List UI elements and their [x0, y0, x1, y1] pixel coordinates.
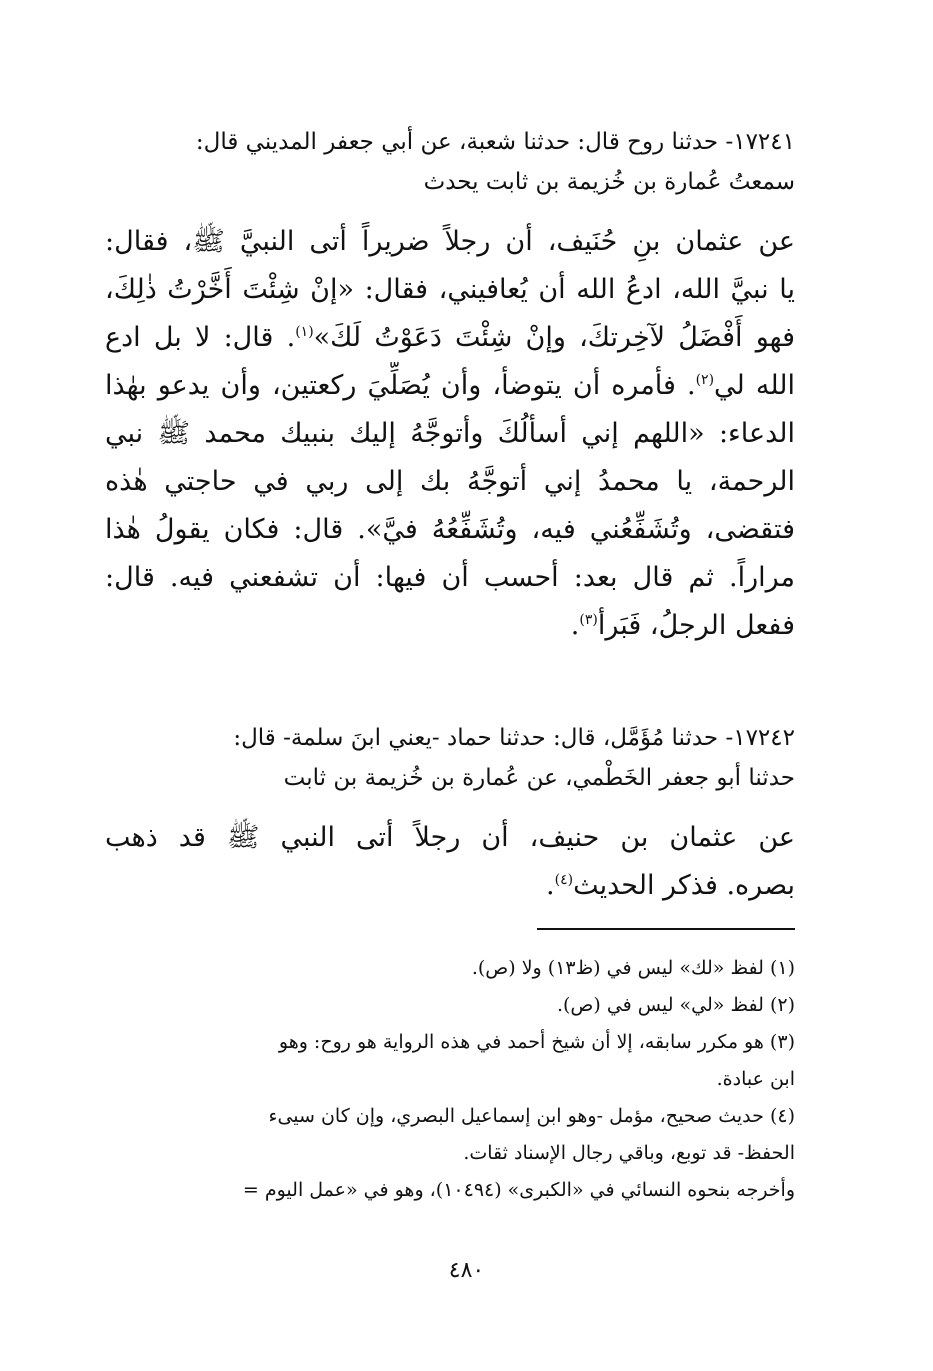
footnote-4 — [105, 1098, 795, 1172]
matn-line: فتقضى، وتُشَفِّعُني فيه، وتُشَفِّعُهُ فيَّ». قال: فكان يقولُ هٰذا — [105, 514, 795, 545]
hadith-17242-isnad — [105, 718, 795, 798]
footnote-line: (١) لفظ «لك» ليس في (ظ١٣) ولا (ص). — [471, 957, 795, 979]
footnote-mark: (٣) — [579, 612, 598, 628]
footnote-line: (٤) حديث صحيح، مؤمل -وهو ابن إسماعيل البصري، وإن كان سيىء — [268, 1105, 795, 1127]
matn-line — [105, 314, 795, 362]
footnote-line: (٣) هو مكرر سابقه، إلا أن شيخ أحمد في هذه الرواية هو روح: وهو — [278, 1031, 795, 1053]
matn-line — [105, 862, 795, 910]
matn-line: مراراً. ثم قال بعد: أحسب أن فيها: أن تشفعني فيه. قال: — [105, 562, 795, 593]
matn-line: عن عثمان بن حنيف، أن رجلاً أتى النبي ﷺ قد ذهب — [105, 822, 795, 853]
footnote-mark: (٤) — [554, 872, 574, 888]
isnad-line: ١٧٢٤١- حدثنا روح قال: حدثنا شعبة، عن أبي جعفر المديني قال: — [195, 129, 795, 155]
matn-line: يا نبيَّ الله، ادعُ الله أن يُعافيني، فقال: «إنْ شِئْتَ أَخَّرْتُ ذٰلِكَ، — [105, 274, 795, 305]
matn-line — [105, 602, 795, 650]
footnote-line: وأخرجه بنحوه النسائي في «الكبرى» (١٠٤٩٤)، وهو في «عمل اليوم = — [242, 1179, 795, 1201]
footnote-line: ابن عبادة. — [716, 1068, 795, 1090]
footnote-line: (٢) لفظ «لي» ليس في (ص). — [556, 994, 795, 1016]
matn-text: . — [546, 870, 555, 901]
footnote-line: الحفظ- قد توبع، وباقي رجال الإسناد ثقات. — [463, 1142, 795, 1164]
matn-line: الرحمة، يا محمدُ إني أتوجَّهُ بك إلى ربي في حاجتي هٰذه — [105, 466, 795, 497]
footnote-2 — [105, 987, 795, 1024]
footnote-mark: (٢) — [695, 372, 715, 388]
footnote-separator — [537, 928, 795, 930]
isnad-line: حدثنا أبو جعفر الخَطْمي، عن عُمارة بن خُزيمة بن ثابت — [283, 765, 795, 791]
matn-text: . قال: لا بل ادع — [105, 322, 296, 353]
matn-text: ففعل الرجلُ، فَبَرأ — [597, 610, 795, 641]
isnad-line: سمعتُ عُمارة بن خُزيمة بن ثابت يحدث — [423, 169, 795, 195]
footnote-1 — [105, 950, 795, 987]
matn-line: الدعاء: «اللهم إني أسألُكَ وأتوجَّهُ إليك بنبيك محمد ﷺ نبي — [105, 418, 795, 449]
matn-text: . فأمره أن يتوضأ، وأن يُصَلِّيَ ركعتين، وأن يدعو بهٰذا — [105, 370, 696, 401]
matn-line — [105, 362, 795, 410]
hadith-17242-matn — [105, 814, 795, 910]
footnotes — [105, 950, 795, 1209]
hadith-17241-isnad — [105, 122, 795, 202]
page-number: ٤٨٠ — [448, 1258, 485, 1283]
isnad-line: ١٧٢٤٢- حدثنا مُؤَمَّل، قال: حدثنا حماد -يعني ابنَ سلمة- قال: — [233, 725, 795, 751]
matn-text: . — [570, 610, 580, 641]
footnote-4-continued — [105, 1172, 795, 1209]
matn-text: بصره. فذكر الحديث — [573, 870, 795, 901]
matn-line: عن عثمان بنِ حُنَيف، أن رجلاً ضريراً أتى النبيَّ ﷺ، فقال: — [105, 226, 795, 257]
footnote-3 — [105, 1024, 795, 1098]
hadith-17241-matn — [105, 218, 795, 650]
matn-text: الله لي — [714, 370, 795, 401]
footnote-mark: (١) — [295, 324, 314, 340]
matn-text: فهو أَفْضَلُ لآخِرتكَ، وإنْ شِئْتَ دَعَوْتُ لَكَ» — [313, 322, 795, 353]
